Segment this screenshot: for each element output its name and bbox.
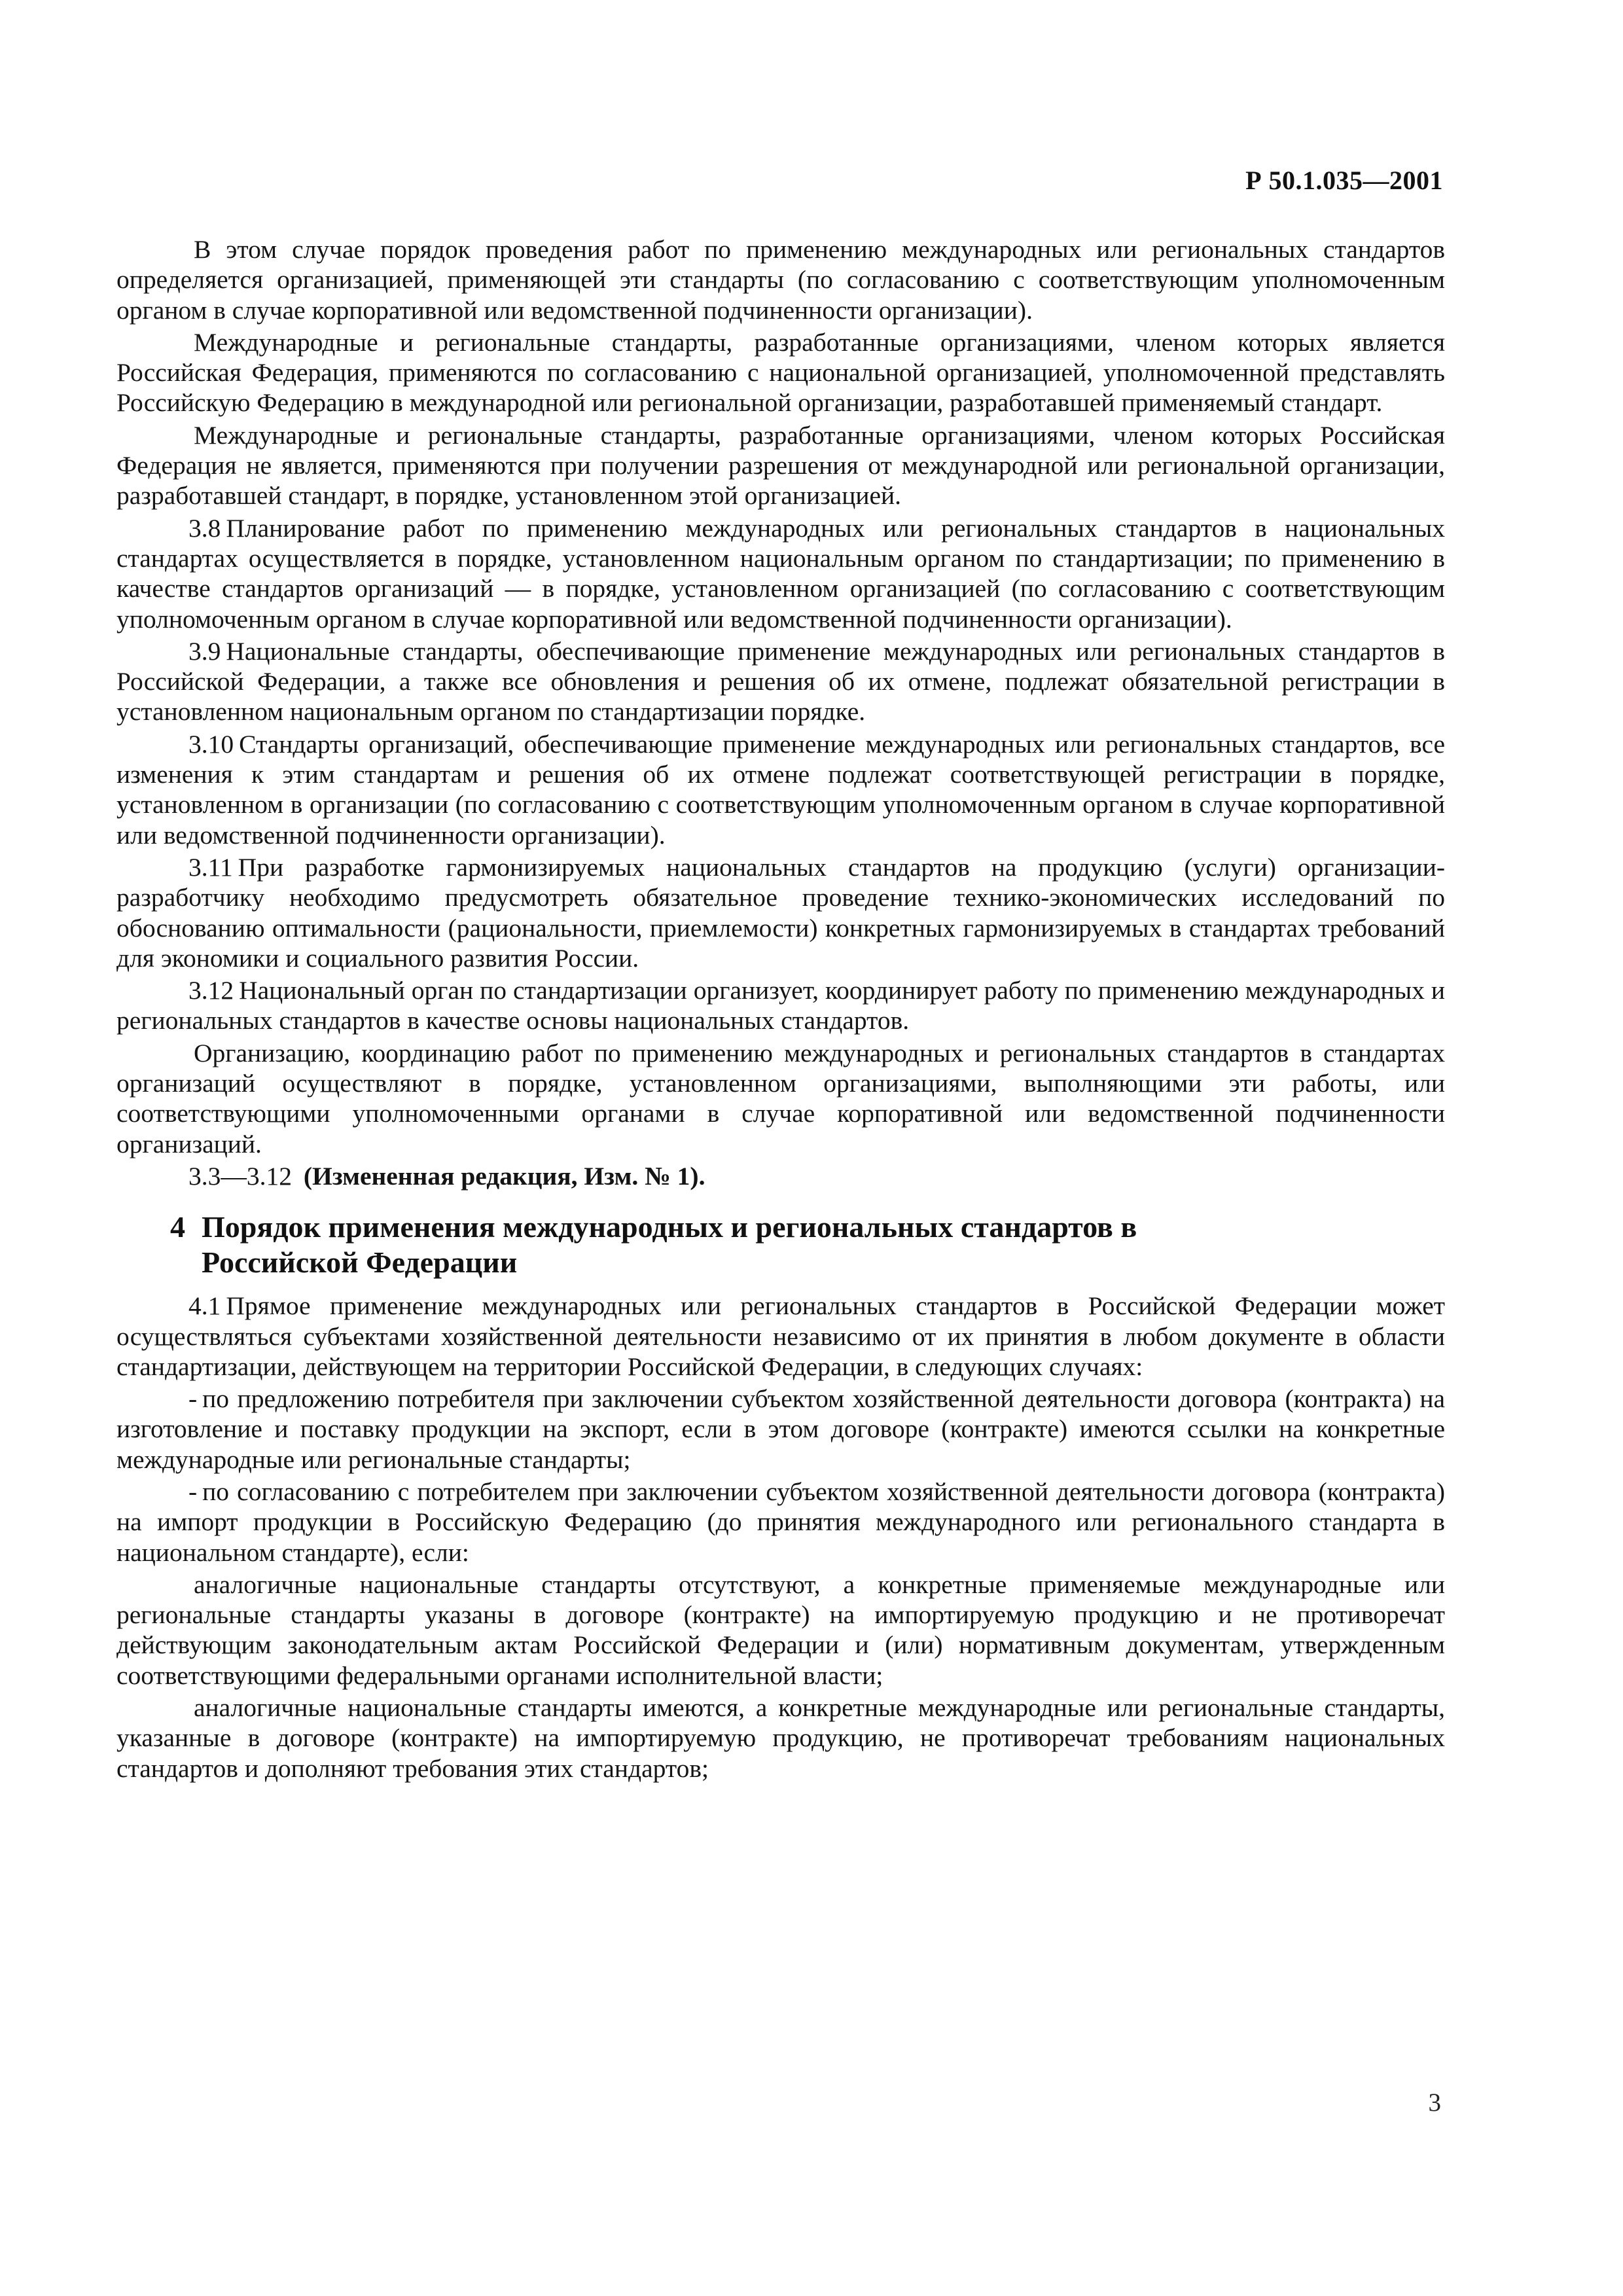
document-designation: Р 50.1.035—2001 <box>1245 166 1443 195</box>
paragraph-text: В этом случае порядок проведения работ по применению международных или региональных стандартов определяется организацией, применяющей эти стандарты (по согласованию с соответствующим уполномоченным органом в случае корпоративной или ведомственной подчиненности организации). <box>116 235 1445 325</box>
page-body <box>116 234 1445 1785</box>
amendment-text: (Измененная редакция, Изм. № 1). <box>303 1161 705 1191</box>
paragraph-text: Международные и региональные стандарты, разработанные организациями, членом которых Российская Федерация не является, применяются при получении разрешения от международной или региональной организации, разработавшей стандарт, в порядке, установленном этой организацией. <box>116 420 1445 511</box>
clause-number: 3.12 <box>188 976 234 1005</box>
paragraph-text: аналогичные национальные стандарты отсутствуют, а конкретные применяемые международные или региональные стандарты указаны в договоре (контракте) на импортируемую продукцию и не противоречат действующим законодательным актам Российской Федерации и (или) нормативным документам, утвержденным соответствующими федеральными органами исполнительной власти; <box>116 1570 1445 1690</box>
paragraph-non-member-organizations <box>116 420 1445 511</box>
paragraph-text: Международные и региональные стандарты, разработанные организациями, членом которых является Российская Федерация, применяются по согласованию с национальной организацией, уполномоченной представлять Российскую Федерацию в международной или региональной организации, разработавшей применяемый стандарт. <box>116 327 1445 418</box>
clause-number: 4.1 <box>188 1291 221 1321</box>
clause-number: 3.11 <box>188 852 233 882</box>
list-dash: - <box>188 1384 198 1414</box>
clause-text: Прямое применение международных или региональных стандартов в Российской Федерации может осуществляться субъектами хозяйственной деятельности независимо от их принятия в любом документе в области стандартизации, действующем на территории Российской Федерации, в следующих случаях: <box>116 1291 1445 1381</box>
condition-national-standards-exist <box>116 1693 1445 1784</box>
clause-3-8 <box>116 513 1445 634</box>
list-item-text: по предложению потребителя при заключении субъектом хозяйственной деятельности договора (контракта) на изготовление и поставку продукции на экспорт, если в этом договоре (контракте) имеются ссылки на конкретные международные или региональные стандарты; <box>116 1384 1445 1474</box>
amendment-note <box>116 1161 1445 1191</box>
list-item-import <box>116 1477 1445 1568</box>
clause-text: Национальный орган по стандартизации организует, координирует работу по применению международных и региональных стандартов в качестве основы национальных стандартов. <box>116 976 1445 1035</box>
section-4-heading <box>116 1210 1445 1280</box>
paragraph-organization-coordination <box>116 1038 1445 1159</box>
clause-3-11 <box>116 852 1445 973</box>
clause-number: 3.9 <box>188 636 221 666</box>
page-number: 3 <box>1428 2089 1441 2117</box>
clause-3-9 <box>116 636 1445 727</box>
paragraph-text: Организацию, координацию работ по применению международных и региональных стандартов в стандартах организаций осуществляют в порядке, установленном организациями, выполняющими эти работы, или соответствующими уполномоченными органами в случае корпоративной или ведомственной подчиненности организаций. <box>116 1038 1445 1158</box>
section-title: Порядок применения международных и региональных стандартов в Российской Федерации <box>202 1210 1137 1280</box>
clause-text: Национальные стандарты, обеспечивающие применение международных или региональных стандартов в Российской Федерации, а также все обновления и решения об их отмене, подлежат обязательной регистрации в установленном национальным органом по стандартизации порядке. <box>116 636 1445 726</box>
list-dash: - <box>188 1477 198 1506</box>
clause-text: Стандарты организаций, обеспечивающие применение международных или региональных стандартов, все изменения к этим стандартам и решения об их отмене подлежат соответствующей регистрации в порядке, установленном в организации (по согласованию с соответствующим уполномоченным органом в случае корпоративной или ведомственной подчиненности организации). <box>116 729 1445 850</box>
clause-text: При разработке гармонизируемых национальных стандартов на продукцию (услуги) организации-разработчику необходимо предусмотреть обязательное проведение технико-экономических исследований по обоснованию оптимальности (рациональности, приемлемости) конкретных гармонизируемых в стандартах требований для экономики и социального развития России. <box>116 852 1445 973</box>
clause-number: 3.10 <box>188 729 234 759</box>
condition-no-national-standards <box>116 1570 1445 1691</box>
clause-4-1 <box>116 1291 1445 1382</box>
section-number: 4 <box>170 1210 185 1244</box>
clause-3-12 <box>116 975 1445 1036</box>
paragraph-continuation-1 <box>116 234 1445 325</box>
clause-number: 3.8 <box>188 513 221 543</box>
paragraph-member-organizations <box>116 327 1445 418</box>
amendment-range: 3.3—3.12 <box>188 1161 292 1191</box>
clause-3-10 <box>116 729 1445 850</box>
list-item-export <box>116 1384 1445 1475</box>
paragraph-text: аналогичные национальные стандарты имеются, а конкретные международные или региональные стандарты, указанные в договоре (контракте) на импортируемую продукцию, не противоречат требованиям национальных стандартов и дополняют требования этих стандартов; <box>116 1693 1445 1783</box>
clause-text: Планирование работ по применению международных или региональных стандартов в национальных стандартах осуществляется в порядке, установленном национальным органом по стандартизации; по применению в качестве стандартов организаций — в порядке, установленном организацией (по согласованию с соответствующим уполномоченным органом в случае корпоративной или ведомственной подчиненности организации). <box>116 513 1445 634</box>
list-item-text: по согласованию с потребителем при заключении субъектом хозяйственной деятельности договора (контракта) на импорт продукции в Российскую Федерацию (до принятия международного или регионального стандарта в национальном стандарте), если: <box>116 1477 1445 1567</box>
